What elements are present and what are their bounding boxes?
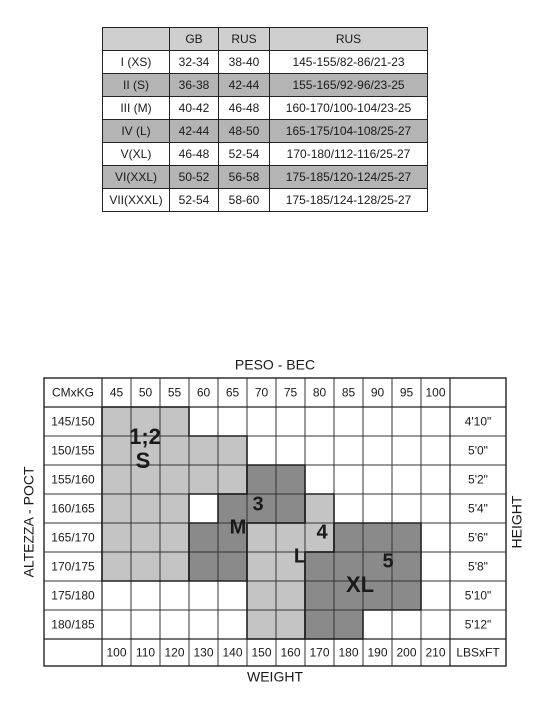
lbs-column-label: 120 (164, 645, 185, 660)
size-table-cell: 40-42 (170, 97, 219, 120)
size-table-cell: 145-155/82-86/21-23 (270, 51, 428, 74)
kg-column-label: 85 (341, 385, 356, 400)
lbs-column-label: 190 (367, 645, 388, 660)
ft-row-label: 5'6" (468, 530, 488, 545)
kg-column-label: 60 (196, 385, 211, 400)
size-table-cell: 36-38 (170, 74, 219, 97)
zone-number-label: 3 (252, 493, 264, 516)
kg-column-label: 45 (109, 385, 124, 400)
size-table-cell: 155-165/92-96/23-25 (270, 74, 428, 97)
lbs-column-label: 170 (309, 645, 330, 660)
size-table-header-cell: RUS (219, 28, 270, 51)
ft-row-label: 5'2" (468, 472, 488, 487)
kg-column-label: 90 (370, 385, 385, 400)
size-table-header-cell: GB (170, 28, 219, 51)
size-table-cell: IV (L) (103, 120, 170, 143)
ft-row-label: 5'10" (464, 588, 492, 603)
size-table-cell: 58-60 (219, 189, 270, 212)
size-table-cell: II (S) (103, 74, 170, 97)
zone-size-label: M (229, 516, 247, 539)
kg-column-label: 95 (399, 385, 414, 400)
size-table-cell: 52-54 (170, 189, 219, 212)
kg-column-label: 65 (225, 385, 240, 400)
lbs-column-label: 200 (396, 645, 417, 660)
size-table-cell: 38-40 (219, 51, 270, 74)
lbs-column-label: 210 (425, 645, 446, 660)
size-table-cell: 56-58 (219, 166, 270, 189)
lbs-column-label: 100 (106, 645, 127, 660)
zone-size-label: S (135, 447, 151, 473)
corner-lbsxft-label: LBSxFT (456, 645, 500, 660)
size-table-cell: 46-48 (219, 97, 270, 120)
size-table-cell: 170-180/112-116/25-27 (270, 143, 428, 166)
kg-column-label: 100 (425, 385, 446, 400)
ft-row-label: 5'12" (464, 617, 492, 632)
size-table-cell: 46-48 (170, 143, 219, 166)
lbs-column-label: 140 (222, 645, 243, 660)
size-table-cell: III (M) (103, 97, 170, 120)
ft-row-label: 5'0" (468, 443, 488, 458)
cm-row-label: 145/150 (51, 414, 95, 429)
zone-size-label: L (293, 545, 307, 568)
cm-row-label: 155/160 (51, 472, 95, 487)
size-table-cell: VI(XXL) (103, 166, 170, 189)
size-table-cell: VII(XXXL) (103, 189, 170, 212)
kg-column-label: 50 (138, 385, 153, 400)
size-table-header-cell: RUS (270, 28, 428, 51)
lbs-column-label: 180 (338, 645, 359, 660)
lbs-column-label: 160 (280, 645, 301, 660)
zone-number-label: 5 (382, 550, 394, 573)
size-table-cell: 32-34 (170, 51, 219, 74)
size-table-cell: 48-50 (219, 120, 270, 143)
size-table-cell: V(XL) (103, 143, 170, 166)
size-table-cell: 175-185/124-128/25-27 (270, 189, 428, 212)
height-title-right: HEIGHT (508, 495, 525, 549)
cm-row-label: 175/180 (51, 588, 95, 603)
size-table-cell: 165-175/104-108/25-27 (270, 120, 428, 143)
size-table-cell: 175-185/120-124/25-27 (270, 166, 428, 189)
kg-column-label: 75 (283, 385, 298, 400)
corner-cmxkg-label: CMxKG (52, 385, 94, 400)
kg-column-label: 55 (167, 385, 182, 400)
size-table-cell: 50-52 (170, 166, 219, 189)
size-table-cell: I (XS) (103, 51, 170, 74)
kg-column-label: 70 (254, 385, 269, 400)
cm-row-label: 150/155 (51, 443, 95, 458)
zone-number-label: 4 (316, 521, 328, 544)
kg-column-label: 80 (312, 385, 327, 400)
size-table-cell: 160-170/100-104/23-25 (270, 97, 428, 120)
ft-row-label: 4'10" (464, 414, 492, 429)
zone-number-label: 1;2 (129, 423, 161, 449)
weight-title-bottom: WEIGHT (247, 668, 303, 685)
cm-row-label: 180/185 (51, 617, 95, 632)
lbs-column-label: 130 (193, 645, 214, 660)
weight-title-top: PESO - BEC (234, 356, 316, 373)
lbs-column-label: 150 (251, 645, 272, 660)
size-table-cell: 52-54 (219, 143, 270, 166)
lbs-column-label: 110 (135, 645, 156, 660)
cm-row-label: 160/165 (51, 501, 95, 516)
cm-row-label: 165/170 (51, 530, 95, 545)
ft-row-label: 5'4" (468, 501, 488, 516)
zone-size-label: XL (345, 571, 375, 597)
cm-row-label: 170/175 (51, 559, 95, 574)
height-title-left: ALTEZZA - POCT (20, 466, 37, 578)
ft-row-label: 5'8" (468, 559, 488, 574)
size-table-cell: 42-44 (170, 120, 219, 143)
size-table-cell: 42-44 (219, 74, 270, 97)
